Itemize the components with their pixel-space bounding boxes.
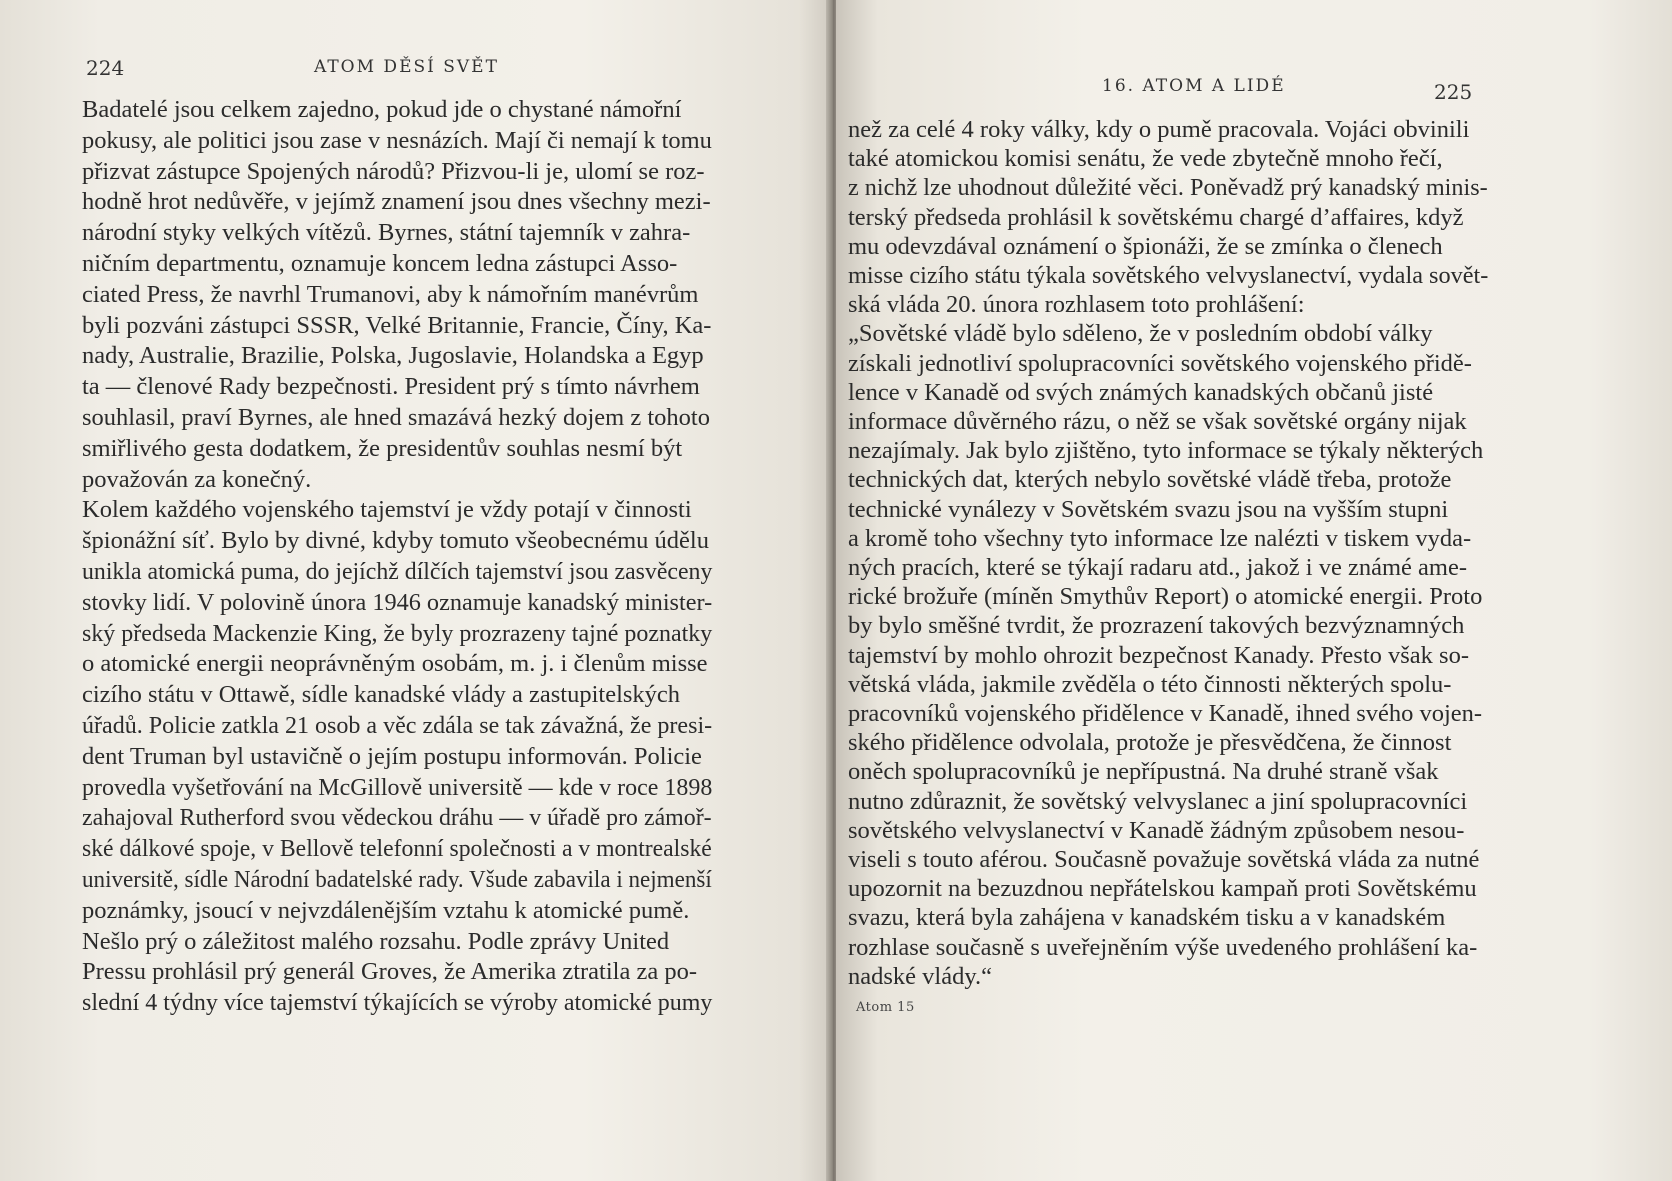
text-line: viseli s touto aférou. Současně považuje sovětská vláda za nutné — [848, 846, 1480, 873]
right-page-number: 225 — [1434, 80, 1473, 104]
text-line: ničním departmentu, oznamuje koncem ledna zástupci Asso- — [82, 250, 678, 277]
text-line: zahajoval Rutherford svou vědeckou dráhu — v úřadě pro zámoř- — [82, 804, 712, 832]
text-line: dent Truman byl ustavičně o jejím postupu informován. Policie — [82, 742, 702, 770]
text-line: technických dat, kterých nebylo sovětské vládě třeba, protože — [848, 466, 1452, 494]
text-line: ská vláda 20. února rozhlasem toto prohlášení: — [848, 291, 1305, 319]
text-line: než za celé 4 roky války, kdy o pumě pracovala. Vojáci obvinili — [848, 116, 1470, 143]
text-line: ský předseda Mackenzie King, že byly prozrazeny tajné poznatky — [82, 619, 713, 647]
text-line: nezajímaly. Jak bylo zjištěno, tyto informace se týkaly některých — [848, 437, 1484, 465]
text-line: Pressu prohlásil prý generál Groves, že Amerika ztratila za po- — [82, 958, 698, 986]
text-line: nadské vlády.“ — [848, 962, 992, 990]
text-line: rozhlase současně s uveřejněním výše uvedeného prohlášení ka- — [848, 933, 1478, 961]
text-line: a kromě toho všechny tyto informace lze nalézti v tiskem vyda- — [848, 524, 1472, 552]
text-line: upozornit na bezuzdnou nepřátelskou kampaň proti Sovětskému — [848, 875, 1477, 903]
text-line: by bylo směšné tvrdit, že prozrazení takových bezvýznamných — [848, 612, 1465, 640]
text-line: národní styky velkých vítězů. Byrnes, státní tajemník v zahra- — [82, 219, 691, 247]
text-line: svazu, která byla zahájena v kanadském tisku a v kanadském — [848, 904, 1446, 932]
text-line: úřadů. Policie zatkla 21 osob a věc zdála se tak závažná, že presi- — [82, 712, 713, 739]
text-line: provedla vyšetřování na McGillově universitě — kde v roce 1898 — [82, 773, 713, 801]
text-line: misse cizího státu týkala sovětského velvyslanectví, vydala sovět- — [848, 262, 1489, 289]
text-line: ské dálkové spoje, v Bellově telefonní společnosti a v montrealské — [82, 835, 712, 863]
text-line: smiřlivého gesta dodatkem, že presidentův souhlas nesmí být — [82, 434, 683, 462]
text-line: ta — členové Rady bezpečnosti. President prý s tímto návrhem — [82, 373, 700, 401]
text-line: lence v Kanadě od svých známých kanadských občanů jisté — [848, 378, 1434, 406]
text-line: také atomickou komisi senátu, že vede zbytečně mnoho řečí, — [848, 145, 1443, 173]
text-line: větská vláda, jakmile zvěděla o této činnosti některých spolu- — [848, 670, 1452, 698]
text-line: souhlasil, praví Byrnes, ale hned smazává hezký dojem z tohoto — [82, 404, 710, 431]
right-running-head: 16. ATOM A LIDÉ — [1102, 76, 1286, 96]
text-line: sovětského velvyslanectví v Kanadě žádným způsobem nesou- — [848, 816, 1465, 844]
text-line: považován za konečný. — [82, 465, 312, 493]
text-line: ciated Press, že navrhl Trumanovi, aby k námořním manévrům — [82, 280, 699, 308]
text-line: stovky lidí. V polovině února 1946 oznamuje kanadský minister- — [82, 588, 713, 616]
text-line: informace důvěrného rázu, o něž se však sovětské orgány nijak — [848, 408, 1467, 435]
right-page — [836, 0, 1672, 1181]
text-line: terský předseda prohlásil k sovětskému chargé d’affaires, když — [848, 203, 1464, 231]
text-line: universitě, sídle Národní badatelské rady. Všude zabavila i nejmenší — [82, 866, 712, 893]
text-line: slední 4 týdny více tajemství týkajících se výroby atomické pumy — [82, 989, 713, 1017]
text-line: mu odevzdával oznámení o špionáži, že se zmínka o členech — [848, 232, 1443, 260]
text-line: pracovníků vojenského přidělence v Kanadě, ihned svého vojen- — [848, 700, 1483, 727]
text-line: technické vynálezy v Sovětském svazu jsou na vyšším stupni — [848, 495, 1449, 523]
text-line: nady, Australie, Brazilie, Polska, Jugoslavie, Holandska a Egyp — [82, 342, 704, 370]
text-line: získali jednotliví spolupracovníci sovětského vojenského přidě- — [848, 349, 1472, 377]
text-line: ského přidělence odvolala, protože je přesvědčena, že činnost — [848, 729, 1452, 757]
text-line: byli pozváni zástupci SSSR, Velké Britannie, Francie, Číny, Ka- — [82, 311, 712, 339]
text-line: poznámky, jsoucí v nejvzdálenějším vztahu k atomické pumě. — [82, 896, 690, 924]
text-line: z nichž lze uhodnout důležité věci. Poněvadž prý kanadský minis- — [848, 174, 1488, 202]
text-line: tajemství by mohlo ohrozit bezpečnost Kanady. Přesto však so- — [848, 641, 1469, 669]
text-line: přizvat zástupce Spojených národů? Přizvou-li je, ulomí se roz- — [82, 157, 705, 185]
text-line: „Sovětské vládě bylo sděleno, že v posledním období války — [848, 320, 1433, 348]
text-line: Kolem každého vojenského tajemství je vždy potají v činnosti — [82, 496, 692, 524]
text-line: ných pracích, které se týkají radaru atd., jakož i ve známé ame- — [848, 554, 1468, 581]
text-line: o atomické energii neoprávněným osobám, m. j. i členům misse — [82, 650, 708, 678]
text-line: oněch spolupracovníků je nepřípustná. Na druhé straně však — [848, 758, 1439, 786]
text-line: špionážní síť. Bylo by divné, kdyby tomuto všeobecnému údělu — [82, 527, 709, 555]
text-line: Nešlo prý o záležitost malého rozsahu. Podle zprávy United — [82, 927, 670, 955]
text-line: nutno zdůraznit, že sovětský velvyslanec a jiní spolupracovníci — [848, 787, 1468, 815]
left-page — [0, 0, 832, 1181]
left-running-head: ATOM DĚSÍ SVĚT — [314, 57, 499, 77]
text-line: cizího státu v Ottawě, sídle kanadské vlády a zastupitelských — [82, 681, 681, 709]
text-line: unikla atomická puma, do jejíchž dílčích tajemství jsou zasvěceny — [82, 558, 713, 585]
left-page-number: 224 — [86, 56, 125, 80]
text-line: pokusy, ale politici jsou zase v nesnázích. Mají či nemají k tomu — [82, 126, 712, 154]
text-line: rické brožuře (míněn Smythův Report) o atomické energii. Proto — [848, 583, 1483, 611]
text-line: hodně hrot nedůvěře, v jejímž znamení jsou dnes všechny mezi- — [82, 188, 711, 216]
text-line: Badatelé jsou celkem zajedno, pokud jde o chystané námořní — [82, 96, 682, 123]
signature-mark: Atom 15 — [856, 1000, 915, 1015]
